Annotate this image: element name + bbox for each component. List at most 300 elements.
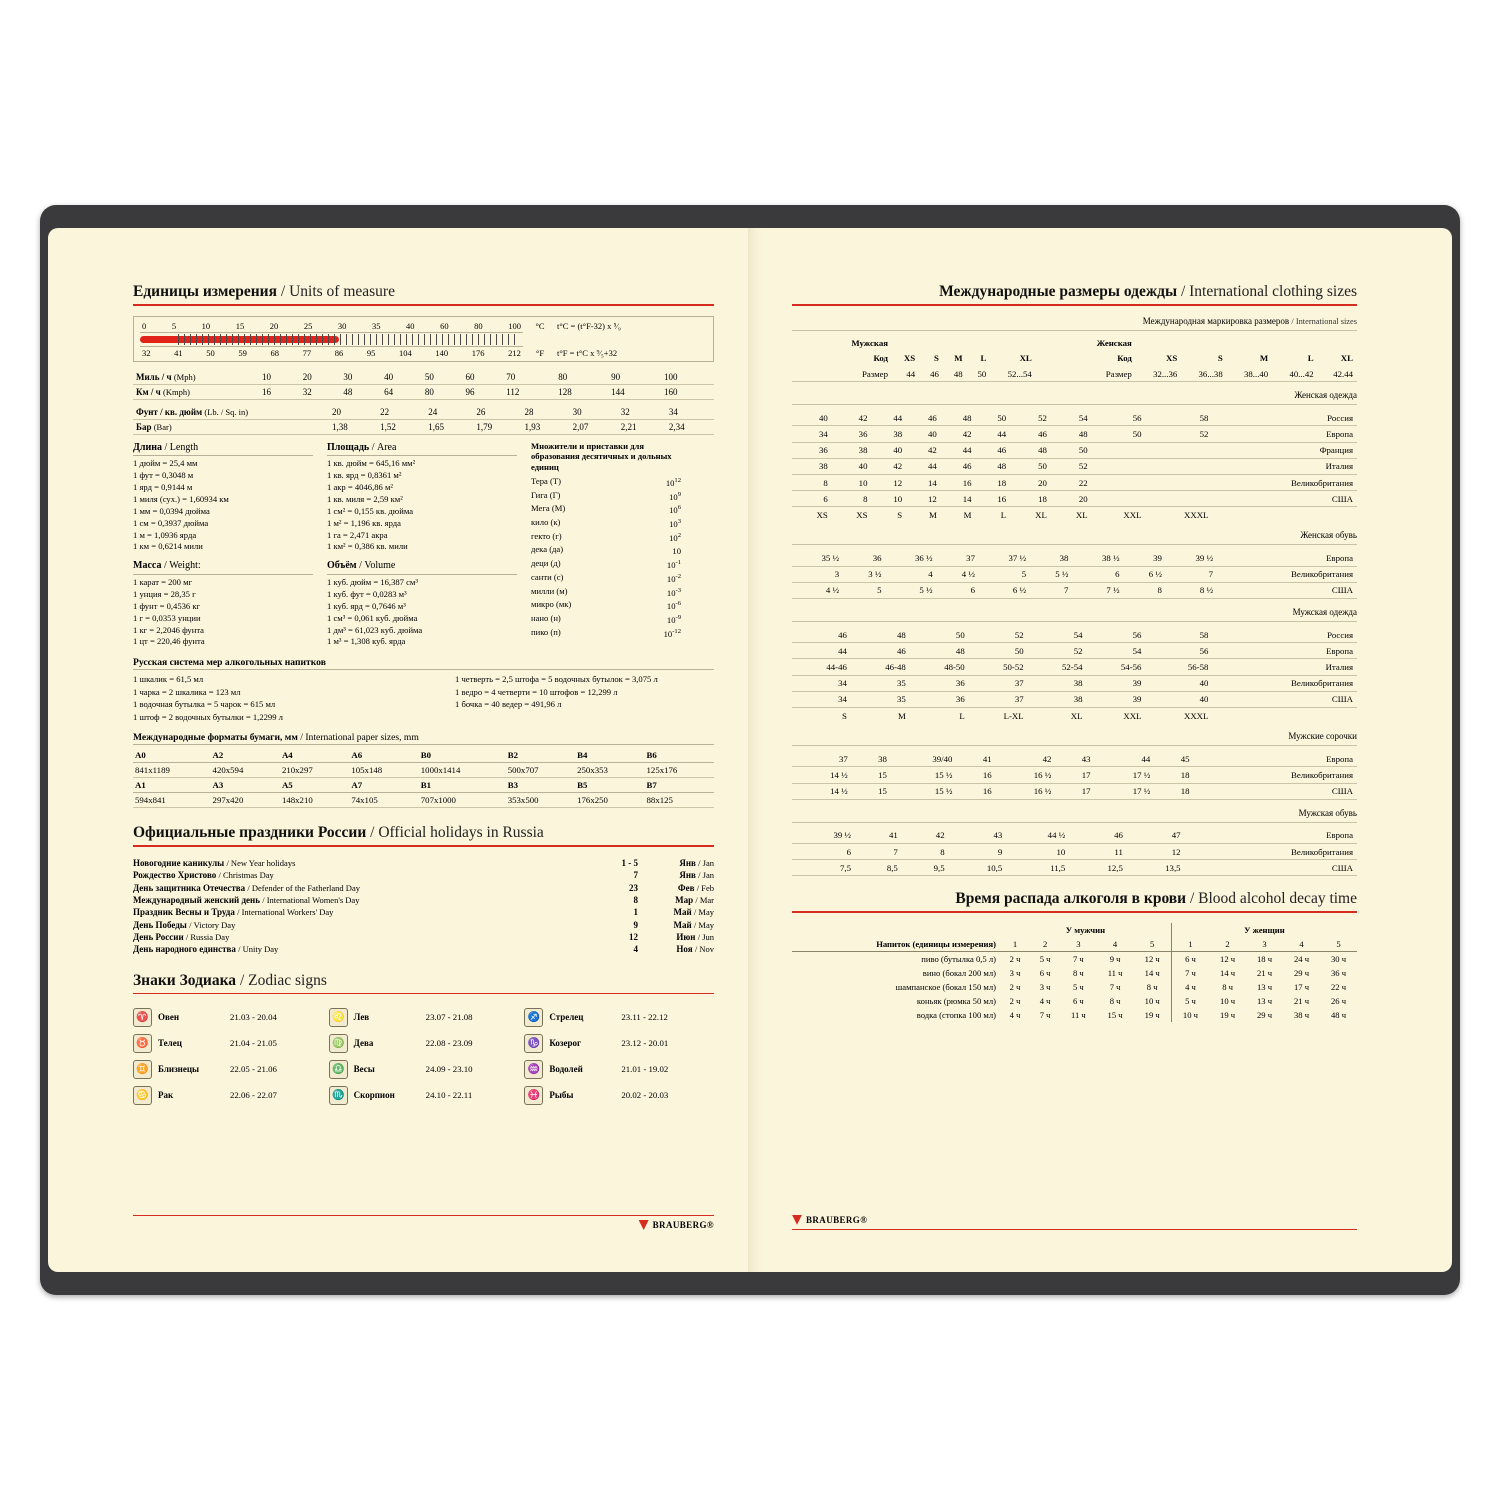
cell: 100 [664,371,678,382]
cell: 38 [1030,550,1072,566]
multiplier-row: деци (д) $10^{-1}$ [531,558,681,570]
cell: 52 [1028,643,1087,659]
multipliers-column [531,441,681,649]
cell: 44 [792,643,851,659]
women-clothes-table [792,410,1357,522]
measure-item: 1 чарка = 2 шкалика = 123 мл [133,686,241,697]
cell: 32...36 [1136,366,1181,382]
drink-header: Напиток (единицы измерения) [876,938,996,949]
country: Великобритания [1212,474,1357,490]
zodiac-item: ♉ Телец 21.04 - 21.05 [133,1030,323,1056]
cell: 13 ч [1257,981,1273,992]
cell: 11,5 [1006,860,1069,876]
length-item: 1 см = 0,3937 дюйма [133,517,209,528]
volume-heading: Объём / Volume [327,559,517,575]
zodiac-capricorn-icon: ♑ [524,1034,543,1053]
units-title-ru: Единицы измерения [133,283,278,300]
cell: 34 [792,426,832,442]
cell: 50 [975,410,1010,426]
c-tick: 15 [235,320,245,331]
cell: 4 ч [1009,1009,1021,1020]
f-tick: 41 [174,347,183,358]
length-weight-column [133,441,313,649]
zodiac-cancer-icon: ♋ [133,1086,152,1105]
cell: 54-56 [1087,659,1146,675]
units-title-rule [133,304,714,306]
cell: 48-50 [910,659,969,675]
cell: 39 [1124,550,1166,566]
units-title-lat: / Units of measure [280,283,395,300]
cell: B4 [575,748,644,763]
cell: 32 [620,406,630,417]
cell: 7,5 [792,860,855,876]
cell: 12 [906,491,941,507]
table-row [133,763,714,778]
table-row [133,881,714,893]
drink-name: коньяк (рюмка 50 мл) [916,995,996,1006]
cell: 11 ч [1107,967,1123,978]
cell: 52 [1145,426,1212,442]
country: Великобритания [1185,843,1357,859]
cell: 19 ч [1144,1009,1160,1020]
cell: 36 [910,675,969,691]
weight-item: 1 фунт = 0,4536 кг [133,600,201,611]
cell: 52 [969,627,1028,643]
cell: 29 ч [1293,967,1310,978]
cell: XL [1035,509,1047,520]
cell: 40 [871,442,906,458]
cell: A0 [133,748,211,763]
holiday-name: День народного единства / Unity Day [133,944,279,955]
zodiac-libra-icon: ♎ [329,1060,348,1079]
holiday-day: 12 [629,932,638,943]
table-row [792,442,1357,458]
cell: B3 [506,778,575,793]
cell: 30 [343,371,353,382]
table-row [792,937,1357,952]
cell: 48 [943,366,967,382]
c-tick: 10 [201,320,211,331]
cell: 5 ½ [885,582,936,598]
c-tick: 35 [371,320,381,331]
men-shoes-subtitle: Мужская обувь [1298,807,1357,818]
holiday-month: Мар / Mar [675,894,714,905]
holiday-name: День защитника Отечества / Defender of the Fatherland Day [133,882,360,893]
alcohol-title: Время распада алкоголя в крови / Blood alcohol decay time [955,890,1357,908]
holiday-day: 9 [633,919,638,930]
country [1212,507,1357,523]
zodiac-item: ♓ Рыбы 20.02 - 20.03 [524,1082,714,1108]
cell: 46 [1069,828,1127,844]
f-tick: 104 [399,347,412,358]
thermometer-ticks [178,334,515,345]
cell: 10 [1006,843,1069,859]
zodiac-column-2 [329,1004,519,1108]
cell: 36 ч [1330,967,1347,978]
cell: 10 [262,371,271,382]
cell: 38 [1028,691,1087,707]
cell: 39/40 [891,751,956,767]
cell: 1,79 [476,421,493,432]
cell: 12 ч [1220,953,1236,964]
women-shoes-rule [792,544,1357,545]
cell: 36 [832,426,872,442]
cell: XL [1019,353,1032,364]
multiplier-row: Мега (М) $10^6$ [531,503,681,516]
cell: 2 ч [1009,995,1021,1006]
cell: 8 [1124,582,1166,598]
cell: 52 [1010,410,1051,426]
intl-sizes-table [792,336,1357,383]
cell: B5 [575,778,644,793]
cell: 18 [1010,491,1051,507]
area-item: 1 кв. миля = 2,59 км² [327,493,403,504]
holiday-month: Май / May [673,919,714,930]
measure-item: 1 четверть = 2,5 штофа = 5 водочных бутылок = 3,075 л [455,674,658,685]
cell: 8 ½ [1166,582,1217,598]
brand-text: BRAUBERG® [652,1220,714,1230]
cell: 10,5 [949,860,1007,876]
cell: 16 [941,474,976,490]
cell: XS [1166,353,1178,364]
cell: 125x176 [645,763,714,778]
holiday-month: Янв / Jan [679,870,714,881]
multiplier-row: милли (м) $10^{-3}$ [531,585,681,598]
holiday-name: День Победы / Victory Day [133,919,236,930]
country: Россия [1212,410,1357,426]
table-row [792,951,1357,966]
cell: 37 ½ [979,550,1030,566]
men-clothes-table [792,627,1357,723]
cell: 24 ч [1293,953,1310,964]
cell: 40 [792,410,832,426]
table-row [133,906,714,918]
men-label: Мужская [851,338,888,349]
cell: 5 ч [1072,981,1084,992]
table-row [792,843,1357,859]
country: США [1185,860,1357,876]
zodiac-taurus-icon: ♉ [133,1034,152,1053]
cell: 128 [558,386,572,397]
cell: 13 ч [1257,995,1273,1006]
country: США [1212,691,1357,707]
women-clothes-subtitle: Женская одежда [1294,390,1357,401]
cell: 45 [1154,751,1193,767]
table-row [792,767,1357,783]
cell: 17 [1055,783,1094,799]
cell: 58 [1145,627,1212,643]
volume-item: 1 куб. дюйм = 16,387 см³ [327,577,418,588]
cell: A2 [211,748,280,763]
cell: 14 ½ [792,767,852,783]
f-tick: 95 [366,347,376,358]
cell: Размер [792,366,892,382]
cell: 7 ч [1072,953,1084,964]
cell: 8 ч [1109,995,1121,1006]
cell: 2 [1225,938,1230,949]
cell: XS [856,509,868,520]
cell: 707x1000 [419,793,506,808]
f-tick: 86 [334,347,344,358]
cell: 7 [855,843,902,859]
cell: 40...42 [1272,366,1317,382]
measure-item: 1 шкалик = 61,5 мл [133,674,204,685]
cell: M [963,509,972,520]
table-row [792,783,1357,799]
celsius-formula: t°C = (t°F-32) х ⁵∕₉ [557,320,621,331]
cell: 30 [572,406,582,417]
cell: 40 [384,371,394,382]
cell: 12 ч [1144,953,1160,964]
cell: 35 [851,691,910,707]
table-row [792,410,1357,426]
cell: 36 [792,442,832,458]
cell: 18 [1154,783,1193,799]
cell: 43 [949,828,1007,844]
table-row [792,566,1357,582]
zodiac-item: ♑ Козерог 23.12 - 20.01 [524,1030,714,1056]
cell: 40 [1145,691,1212,707]
cell: 38 [871,426,906,442]
cell: 12,5 [1069,860,1127,876]
cell: 50 [424,371,434,382]
pressure-table [133,405,714,435]
cell: 39 ½ [1166,550,1217,566]
weight-item: 1 карат = 200 мг [133,577,193,588]
men-shoes-table [792,828,1357,877]
table-row [792,474,1357,490]
cell: 7 ч [1039,1009,1051,1020]
table-row [792,923,1357,937]
cell: 40 [906,426,941,442]
cell: XL [1075,509,1088,520]
measure-item: 1 штоф = 2 водочных бутылки = 1,2299 л [133,711,283,722]
cell: 17 ½ [1095,767,1155,783]
table-row [792,366,1357,382]
country: США [1212,491,1357,507]
zodiac-column-3 [524,1004,714,1108]
length-item: 1 фут = 0,3048 м [133,470,194,481]
cell: 46 [906,410,941,426]
c-tick: 30 [337,320,347,331]
cell: M [1259,353,1269,364]
holiday-name: День России / Russia Day [133,932,230,943]
cell: 48 [910,643,969,659]
cell: 14 [941,491,976,507]
alcohol-measures-left [133,673,433,723]
weight-heading: Масса / Weight: [133,559,313,575]
footer-rule [792,1229,1357,1230]
cell: 7 ч [1109,981,1121,992]
alcohol-title-rule [792,911,1357,913]
cell: 4 ½ [792,582,843,598]
cell: 11 [1069,843,1127,859]
alcohol-measures-block [133,673,714,723]
cell: 38 [832,442,872,458]
holidays-title-rule [133,845,714,847]
cell: 42.44 [1318,366,1357,382]
cell: A7 [349,778,418,793]
cell: 44 [975,426,1010,442]
women-label: Женская [1096,338,1132,349]
multipliers-heading: Множители и приставки для образования десятичных и дольных единиц [531,440,672,473]
cell: 46 [975,442,1010,458]
cell: 24 [428,406,438,417]
cell: 32 [302,386,312,397]
cell: 14 ч [1144,967,1160,978]
brand-logo [133,1220,714,1230]
cell: 42 [832,410,872,426]
cell: L [980,353,987,364]
cell: L [959,710,965,721]
alcohol-measures-heading: Русская система мер алкогольных напитков [133,657,714,670]
length-item: 1 мм = 0,0394 дюйма [133,505,210,516]
cell: 10 ч [1171,1008,1209,1022]
cell: 54 [1087,643,1146,659]
zodiac-item: ♎ Весы 24.09 - 23.10 [329,1056,519,1082]
cell: 50 [910,627,969,643]
length-item: 1 дюйм = 25,4 мм [133,458,198,469]
cell: 10 ч [1144,995,1160,1006]
cell: 22 [380,406,390,417]
cell: 21 ч [1293,995,1310,1006]
measure-item: 1 бочка = 40 ведер = 491,96 л [455,699,562,710]
table-row [133,793,714,808]
cell: 56 [1145,643,1212,659]
table-row [792,994,1357,1008]
celsius-unit: °C [535,320,545,331]
men-shirts-table [792,751,1357,800]
country: Европа [1194,751,1357,767]
cell: 6 [792,491,832,507]
country: Европа [1185,828,1357,844]
cell: 10 [832,474,872,490]
length-item: 1 м = 1,0936 ярда [133,529,197,540]
cell: A4 [280,748,349,763]
country: Италия [1212,458,1357,474]
country: Европа [1212,426,1357,442]
cell: 9 ч [1109,953,1121,964]
zodiac-gemini-icon: ♊ [133,1060,152,1079]
length-item: 1 ярд = 0,9144 м [133,482,193,493]
cell: 36 [843,550,885,566]
country: Италия [1212,659,1357,675]
brand-logo [792,1215,1357,1225]
cell: 16 ½ [996,783,1056,799]
cell: XS [903,353,916,364]
cell: 56-58 [1145,659,1212,675]
cell: S [933,353,939,364]
cell: 54 [1028,627,1087,643]
cell: 3 ½ [843,566,885,582]
units-title [133,283,714,301]
cell: 38...40 [1227,366,1272,382]
multiplier-row: микро (мк) $10^{-6}$ [531,599,681,612]
cell: 15 ч [1107,1009,1123,1020]
cell: XL [1070,710,1083,721]
table-row [133,748,714,763]
cell: 44 [941,442,976,458]
zodiac-title: Знаки Зодиака / Zodiac signs [133,971,327,989]
cell: 17 ч [1293,981,1310,992]
table-row [792,643,1357,659]
cell: 50 [1051,442,1092,458]
holiday-month: Май / May [673,907,714,918]
cell: 8 ч [1072,967,1084,978]
cell: 35 ½ [792,550,843,566]
cell: B7 [645,778,714,793]
table-row [792,966,1357,980]
cell: 44 [906,458,941,474]
f-tick: 212 [508,347,521,358]
table-row [792,351,1357,366]
fahrenheit-unit: °F [535,347,545,358]
cell: 44 [1095,751,1155,767]
cell: L-XL [1003,710,1024,721]
holiday-month: Июн / Jun [676,932,714,943]
cell: Код [873,353,888,364]
men-group-header: У мужчин [1065,924,1106,935]
paper-sizes-table [133,748,714,808]
cell: 26 ч [1330,995,1347,1006]
cell: 37 [969,675,1028,691]
cell: 12 [871,474,906,490]
length-heading: Длина / Length [133,441,313,457]
right-footer [792,1215,1357,1230]
table-row [792,491,1357,507]
cell: M [954,353,963,364]
cell: 1,38 [332,421,348,432]
cell: 48 [343,386,353,397]
cell: 18 [1154,767,1193,783]
volume-item: 1 куб. фут = 0,0283 м³ [327,588,407,599]
multiplier-row: дека (да) 10 [531,544,681,557]
country: Франция [1212,442,1357,458]
cell: XXL [1123,509,1142,520]
cell: 18 [975,474,1010,490]
cell: 4 ½ [937,566,979,582]
cell: 42 [871,458,906,474]
c-tick: 60 [440,320,449,331]
speed-kmph-label: Км / ч (Kmph) [136,386,190,397]
table-row [133,894,714,906]
cell: 56 [1087,627,1146,643]
cell: 6 ч [1072,995,1084,1006]
table-row [133,384,714,399]
cell: 15 ½ [891,767,956,783]
cell: 8 [832,491,872,507]
cell: 420x594 [211,763,280,778]
cell: 4 ч [1039,995,1051,1006]
cell: 10 [871,491,906,507]
brand-text: BRAUBERG® [806,1214,868,1225]
table-row [792,582,1357,598]
cell: 80 [558,371,568,382]
f-tick: 176 [471,347,485,358]
cell: 2,07 [572,421,589,432]
cell: 8 ч [1146,981,1158,992]
cell: 176x250 [575,793,644,808]
cell: 52-54 [1028,659,1087,675]
cell: 37 [937,550,979,566]
cell: 2 ч [1009,981,1021,992]
left-page [48,228,754,1272]
men-shirts-rule [792,745,1357,746]
cell: B0 [419,748,506,763]
women-group-header: У женщин [1171,923,1357,937]
cell: 14 [906,474,941,490]
cell: M [928,509,937,520]
